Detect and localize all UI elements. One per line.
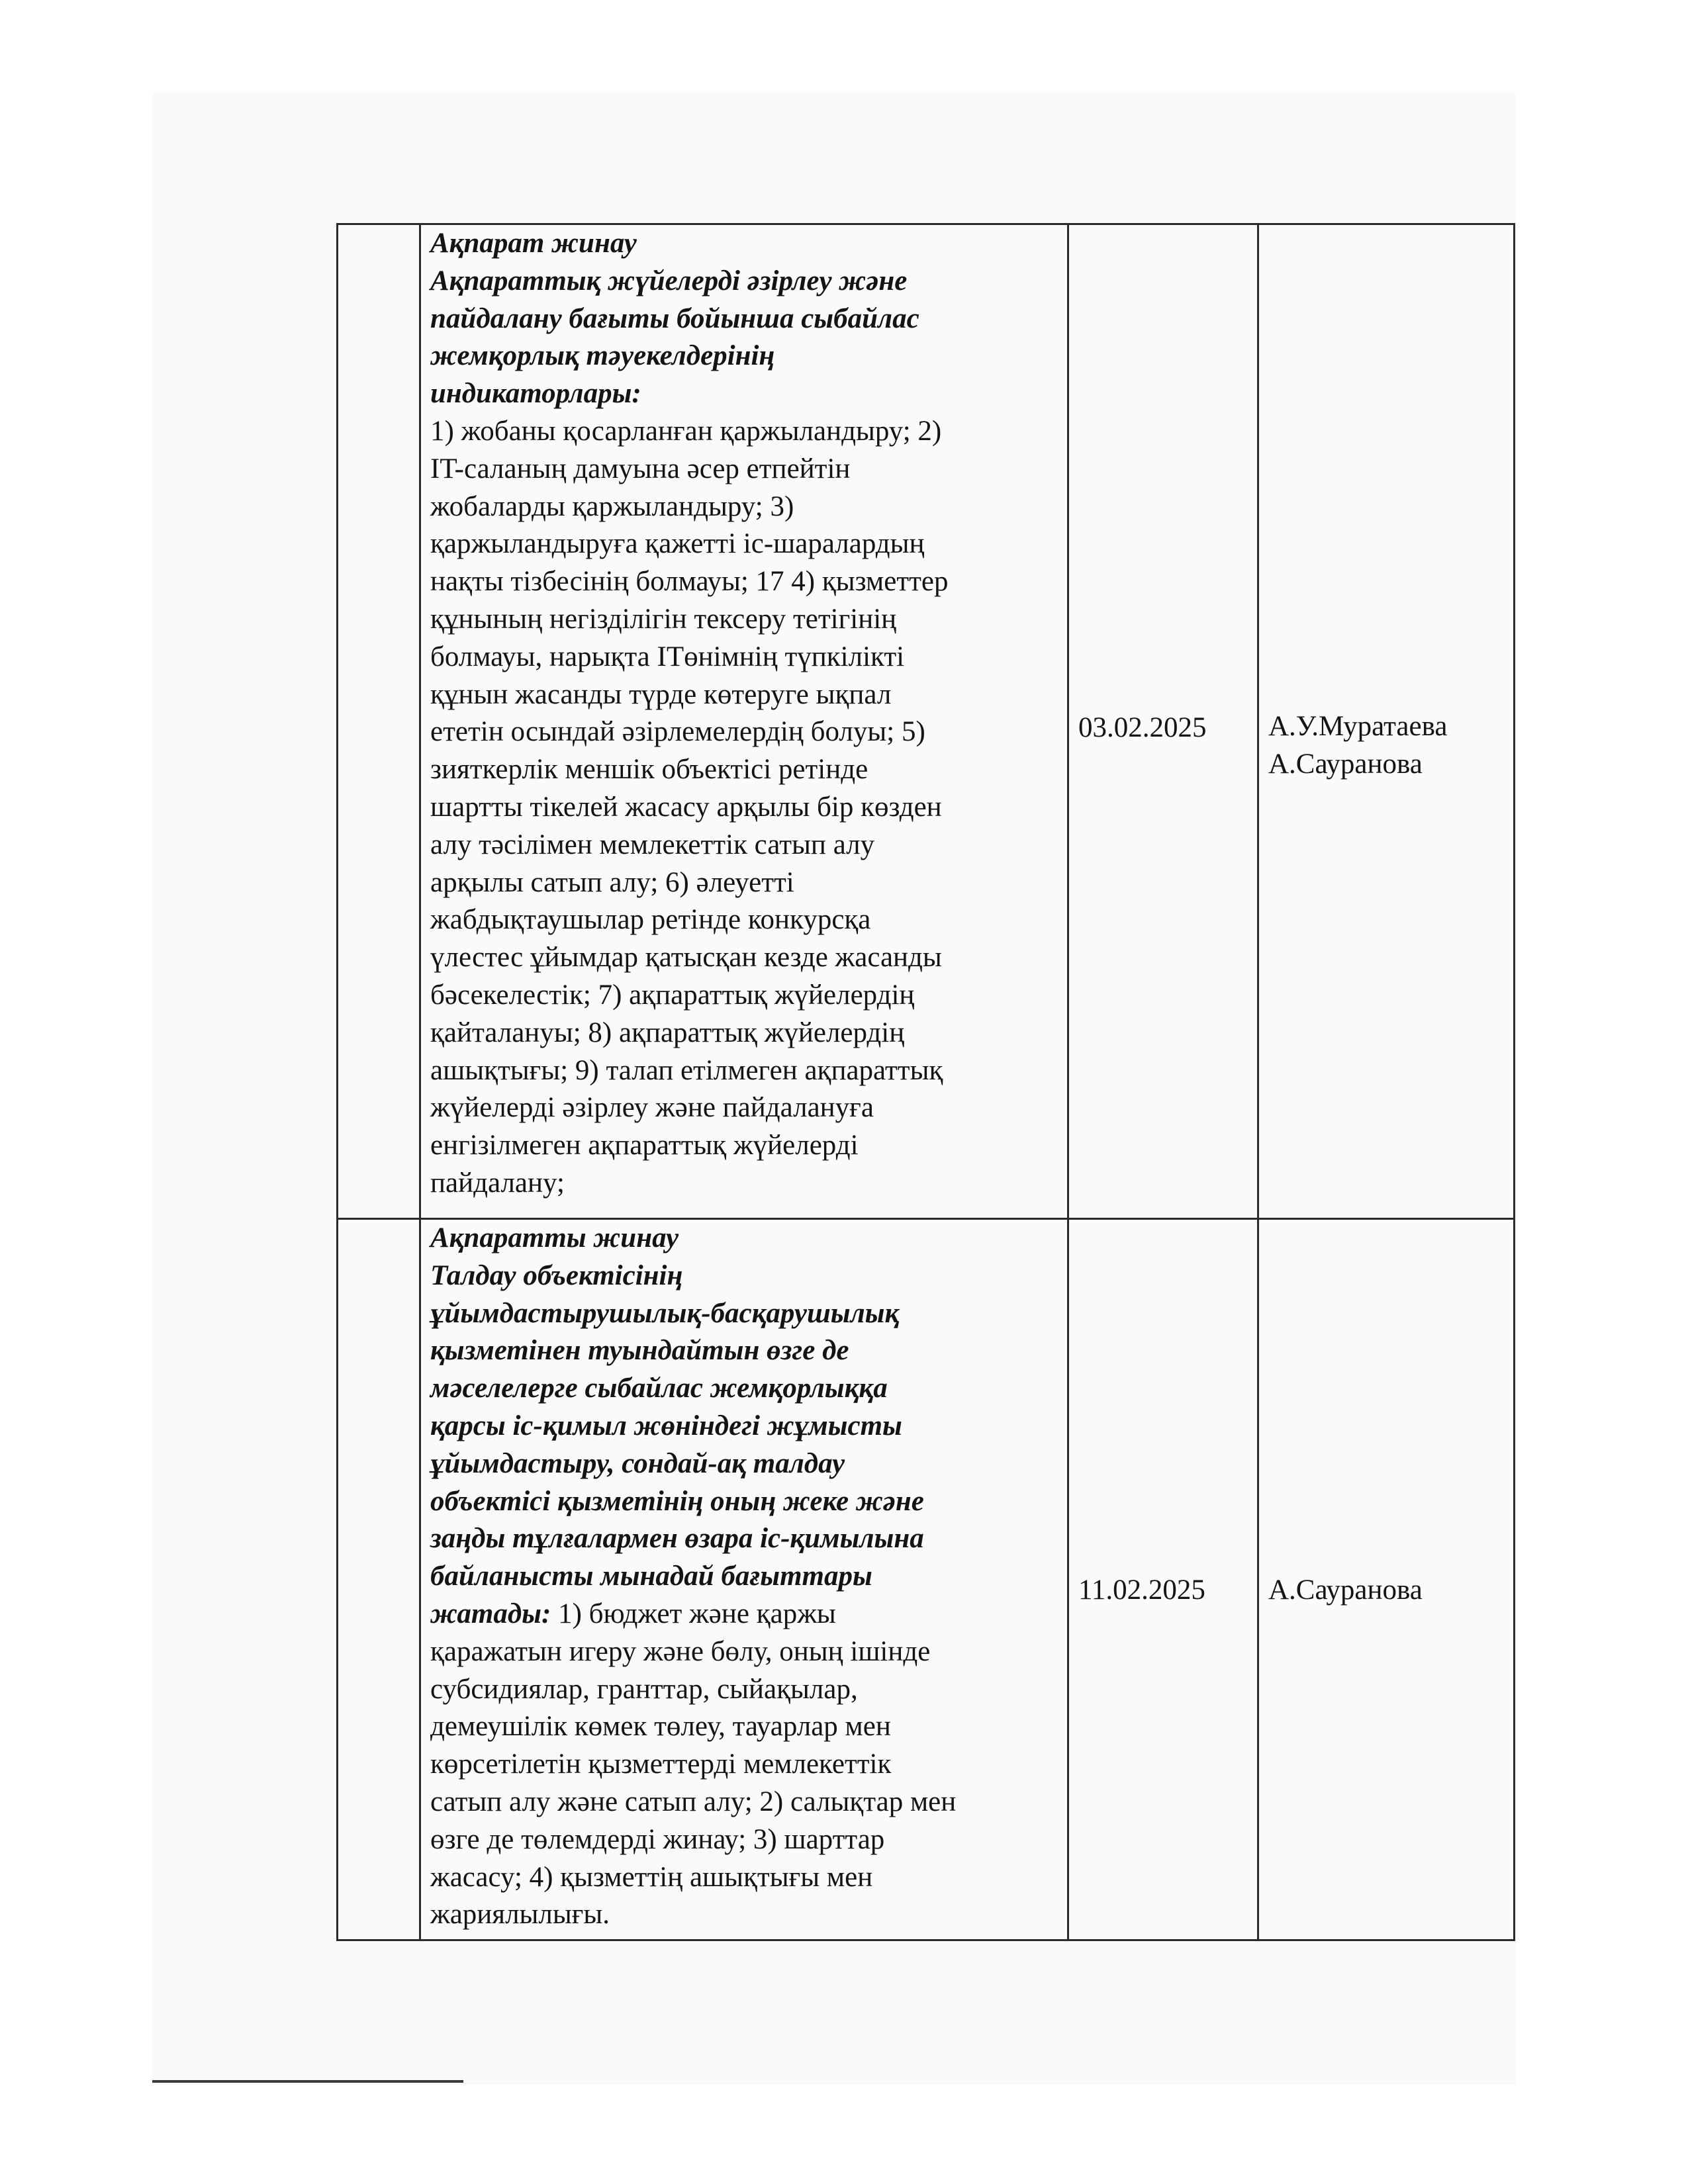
- row-number-cell: [338, 1219, 420, 1940]
- measure-heading-line: объектісі қызметінің оның жеке және: [430, 1485, 924, 1517]
- table-row: [338, 224, 1515, 1219]
- measure-heading-line: Ақпараттық жүйелерді әзірлеу және: [430, 265, 908, 296]
- measure-text-line: [430, 1596, 1058, 1633]
- table-row: [338, 1219, 1515, 1940]
- measure-text-line: жариялылығы.: [430, 1899, 610, 1931]
- measure-text-line: субсидиялар, гранттар, сыйақылар,: [430, 1673, 858, 1705]
- measure-heading-line: байланысты мынадай бағыттары: [430, 1561, 872, 1592]
- measure-text-fragment: 1) бюджет және қаржы: [551, 1598, 836, 1629]
- deadline-cell: [1068, 224, 1258, 1219]
- measure-text-line: құнының негізділігін тексеру тетігінің: [430, 603, 897, 635]
- measure-text-line: зияткерлік меншік объектісі ретінде: [430, 754, 868, 786]
- measure-text-line: 1) жобаны қосарланған қаржыландыру; 2): [430, 415, 942, 447]
- measure-text-line: енгізілмеген ақпараттық жүйелерді: [430, 1130, 859, 1161]
- measure-text-line: қайталануы; 8) ақпараттық жүйелердің: [430, 1017, 905, 1048]
- measure-text-line: ашықтығы; 9) талап етілмеген ақпараттық: [430, 1054, 943, 1086]
- measures-table: [336, 223, 1515, 1941]
- measure-text-line: жобаларды қаржыландыру; 3): [430, 490, 794, 522]
- measure-heading-line: ұйымдастыру, сондай-ақ талдау: [430, 1447, 845, 1479]
- measure-text-line: демеушілік көмек төлеу, тауарлар мен: [430, 1711, 891, 1743]
- measure-text-line: IT-саланың дамуына әсер етпейтін: [430, 453, 851, 484]
- responsible-person: А.У.Муратаева: [1268, 711, 1448, 743]
- measure-heading-line: жатады:: [430, 1598, 551, 1629]
- measure-heading-line: Талдау объектісінің: [430, 1259, 683, 1291]
- measure-text-line: үлестес ұйымдар қатысқан кезде жасанды: [430, 942, 942, 974]
- responsible-person: А.Сауранова: [1268, 749, 1423, 780]
- measure-description-cell: [420, 1219, 1068, 1940]
- responsible-person: А.Сауранова: [1268, 1574, 1423, 1606]
- measure-heading-line: индикаторлары:: [430, 378, 641, 410]
- measure-text-line: алу тәсілімен мемлекеттік сатып алу: [430, 829, 875, 860]
- measure-text-line: жасасу; 4) қызметтің ашықтығы мен: [430, 1861, 873, 1893]
- measure-text-line: ететін осындай әзірлемелердің болуы; 5): [430, 716, 925, 748]
- measure-text-line: жабдықтаушылар ретінде конкурсқа: [430, 904, 871, 936]
- measure-text-line: көрсетілетін қызметтерді мемлекеттік: [430, 1749, 892, 1780]
- measure-text-line: қаражатын игеру және бөлу, оның ішінде: [430, 1635, 931, 1667]
- measure-heading-line: қызметінен туындайтын өзге де: [430, 1335, 849, 1367]
- measure-text-line: болмауы, нарықта ITөнімнің түпкілікті: [430, 641, 905, 672]
- measure-text-line: жүйелерді әзірлеу және пайдалануға: [430, 1092, 874, 1124]
- measure-text-line: қаржыландыруға қажетті іс-шаралардың: [430, 528, 925, 560]
- deadline-date: 11.02.2025: [1078, 1574, 1205, 1606]
- deadline-cell: [1068, 1219, 1258, 1940]
- measure-text-line: құнын жасанды түрде көтеруге ықпал: [430, 678, 892, 710]
- responsible-cell: [1258, 1219, 1515, 1940]
- measure-heading-line: пайдалану бағыты бойынша сыбайлас: [430, 302, 919, 334]
- page-bottom-edge: [152, 2080, 463, 2083]
- measure-heading-line: ұйымдастырушылық-басқарушылық: [430, 1297, 900, 1329]
- measure-text-line: арқылы сатып алу; 6) әлеуетті: [430, 866, 794, 898]
- measure-heading-line: мәселелерге сыбайлас жемқорлыққа: [430, 1373, 888, 1404]
- measure-heading-line: қарсы іс-қимыл жөніндегі жұмысты: [430, 1410, 902, 1441]
- measure-text-line: бәсекелестік; 7) ақпараттық жүйелердің: [430, 979, 915, 1011]
- deadline-date: 03.02.2025: [1078, 711, 1207, 743]
- measure-heading-line: заңды тұлғалармен өзара іс-қимылына: [430, 1523, 924, 1555]
- responsible-cell: [1258, 224, 1515, 1219]
- measure-title: Ақпаратты жинау: [430, 1222, 679, 1253]
- measure-text-line: нақты тізбесінің болмауы; 17 4) қызметтер: [430, 566, 949, 598]
- measure-description-cell: [420, 224, 1068, 1219]
- measure-text-line: пайдалану;: [430, 1167, 565, 1199]
- measure-text-line: сатып алу және сатып алу; 2) салықтар мен: [430, 1786, 957, 1817]
- measure-text-line: өзге де төлемдерді жинау; 3) шарттар: [430, 1823, 885, 1855]
- measure-text-line: шартты тікелей жасасу арқылы бір көзден: [430, 791, 942, 823]
- row-number-cell: [338, 224, 420, 1219]
- measure-heading-line: жемқорлық тәуекелдерінің: [430, 340, 775, 372]
- measure-title: Ақпарат жинау: [430, 228, 637, 259]
